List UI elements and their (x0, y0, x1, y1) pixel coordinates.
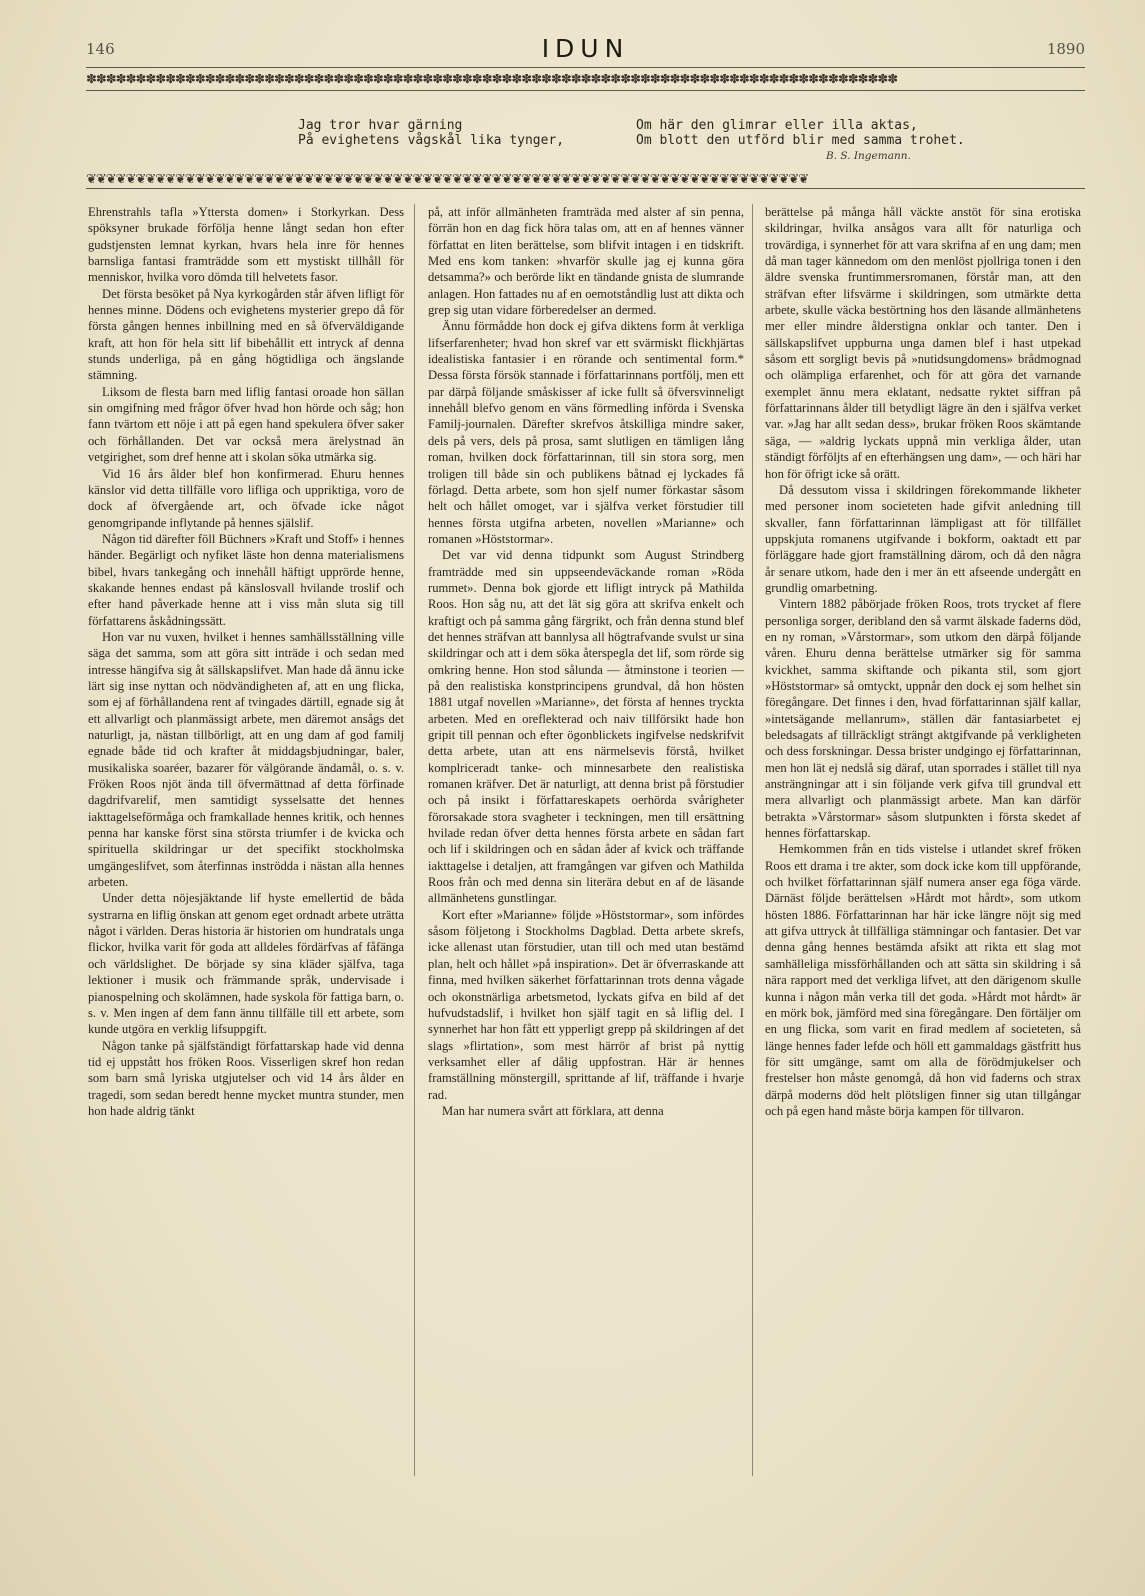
paragraph: Någon tid därefter föll Büchners »Kraft und Stoff» i hennes händer. Begärligt och nyfiket läste hon denna materialismens bibel, hvars tankegång och innehåll häftigt upprörde henne, skakande hennes endast på känslosvall hvilande troslif och efter hand påverkade henne att i viss mån sluta sig till författarens åskådningssätt. (88, 531, 404, 628)
motto-line: Om här den glimrar eller illa aktas, (636, 118, 918, 133)
ornament-border-top: ✽✽✽✽✽✽✽✽✽✽✽✽✽✽✽✽✽✽✽✽✽✽✽✽✽✽✽✽✽✽✽✽✽✽✽✽✽✽✽✽✽✽✽✽✽✽✽✽✽✽✽✽✽✽✽✽✽✽✽✽✽✽✽✽✽✽✽✽✽✽✽✽✽✽✽✽✽✽✽✽✽✽ (86, 74, 898, 86)
column-divider (752, 204, 753, 1476)
text-column-2 (428, 204, 744, 1494)
issue-year: 1890 (1046, 40, 1085, 58)
paragraph: på, att inför allmänheten framträda med alster af sin penna, förrän hon en dag fick höra talas om, att en af hennes vänner författat en liten berättelse, som blifvit intagen i en tidskrift. Med ens kom tanken: »hvarför skulle jag ej kunna göra detsamma?» och berörde likt en tändande gnista de slumrande anlagen. Hon fattades nu af en oemotståndlig lust att dikta och grep sig utan vidare förberedelser an dermed. (428, 205, 744, 318)
page-header (86, 34, 1085, 64)
paragraph: Ehrenstrahls tafla »Yttersta domen» i Storkyrkan. Dess spöksyner brukade förfölja henne långt sedan hon efter gudstjensten lemnat kyrkan, hvars hela inre för hennes barnsliga fantasi framträdde som ett mystiskt tillhåll för menniskor, hvilka voro dömda till helvetets fasor. (88, 205, 404, 285)
paragraph: Man har numera svårt att förklara, att denna (442, 1103, 664, 1118)
masthead-title: IDUN (541, 34, 630, 63)
paragraph: Hon var nu vuxen, hvilket i hennes samhällsställning ville säga det samma, som att göra sitt inträde i och sedan med intresse hängifva sig åt sällskapslifvet. Man hade då ännu icke lärt sig inse nyttan och nödvändigheten af, att en ung flicka, som ej af förhållandena rent af tvingades därtill, egnade sig åt ett allvarligt och planmässigt arbete, men däremot ansågs det naturligt, ja, nästan tillbörligt, att en ung dam af god familj egnade både tid och krafter åt middagsbjudningar, baler, musikaliska soaréer, bazarer för välgörande ändamål, o. s. v. Fröken Roos njöt ända till öfvermättnad af detta förfinade dagdrifvarelif, men samtidigt sysselsatte det hennes iakttagelseförmåga och framkallade hennes kritik, och hennes penna har kanske först sina största triumfer i de kvicka och spirituella skildringar ur det specifikt stockholmska umgängeslifvet, som återfinnas inströdda i nästan alla hennes arbeten. (88, 629, 404, 890)
paragraph: Det första besöket på Nya kyrkogården står äfven lifligt för hennes minne. Dödens och evighetens mysterier grepo då för första gången hennes inbillning med en så öfverväldigande kraft, att hon för hela sitt lif bibehållit ett intryck af denna stunds underliga, på en gång högtidliga och ängslande stämning. (88, 286, 404, 383)
motto-line: Om blott den utförd blir med samma trohet. (636, 133, 965, 148)
motto-left (298, 118, 628, 148)
motto-right (636, 118, 976, 148)
paragraph: Hemkommen från en tids vistelse i utlandet skref fröken Roos ett drama i tre akter, som dock icke kom till uppförande, och hvilket författarinnan själf numera anser ega föga värde. Därnäst följde berättelsen »Hårdt mot hårdt», som utkom hösten 1886. Författarinnan har här icke längre nöjt sig med att gifva uttryck åt tillfälliga stämningar och fantasier. Det var denna gång hennes bestämda afsikt att rikta ett slag mot samhälleliga missförhållanden och att sätta sin skildring i så nära rapport med det verkliga lifvet, att den därigenom skulle kunna i någon mån verka till det goda. »Hårdt mot hårdt» är en mörk bok, jämförd med sina föregångare. Den förtäljer om en ung flicka, som varit en firad medlem af societeten, så länge hennes fader lefde och höll ett gammaldags gästfritt hus för sitt umgänge, samt om alla de förödmjukelser och frestelser hon måste genomgå, då hon vid faderns och strax därpå moderns död helt plötsligen finner sig utan tillgångar och på egen hand måste börja kampen för tillvaron. (765, 842, 1081, 1118)
paragraph: Ännu förmådde hon dock ej gifva diktens form åt verkliga lifserfarenheter; hvad hon skref var ett svärmiskt flickhjärtas idealistiska fantasier i en rörande och sentimental form.* Dessa första försök stannade i författarinnans portfölj, men ett par därpå följande småskisser af icke fullt så öfversvinneligt innehåll blefvo genom en väns förmedling införda i Svenska Familj-journalen. Därefter skrefvos åtskilliga mindre saker, dels på vers, dels på prosa, samt slutligen en tämligen lång roman, hvilken dock författarinnan, till sin stora sorg, men troligen till både sin och publikens båtnad ej lyckades få förlagd. Detta arbete, som hon sjelf numer förkastar såsom helt och hållet omoget, var i själfva verket förstudier till hennes första utgifna arbeten, novellen »Marianne» och romanen »Höststormar». (428, 319, 744, 546)
ornament-border-bottom: ❦❦❦❦❦❦❦❦❦❦❦❦❦❦❦❦❦❦❦❦❦❦❦❦❦❦❦❦❦❦❦❦❦❦❦❦❦❦❦❦❦❦❦❦❦❦❦❦❦❦❦❦❦❦❦❦❦❦❦❦❦❦❦❦❦❦❦❦❦❦❦❦❦ (86, 174, 809, 186)
paragraph: Under detta nöjesjäktande lif hyste emellertid de båda systrarna en liflig önskan att genom eget ordnadt arbete uträtta något i världen. Deras historia är historien om hundratals unga flickor, hvilka varit för goda att alldeles fördärfvas af fåfänga och världslighet. De började sy sina kläder själfva, taga lektioner i musik och främmande språk, undervisade i pianospelning och skolämnen, hade syskola för fattiga barn, o. s. v. Men ingen af dem fann ännu tillfälle till ett arbete, som kunde utgöra en verklig lifsuppgift. (88, 891, 404, 1037)
header-rule (86, 67, 1085, 68)
paragraph: Det var vid denna tidpunkt som August Strindberg framträdde med sin uppseendeväckande roman »Röda rummet». Denna bok gjorde ett lifligt intryck på Mathilda Roos. Hon såg nu, att det lät sig göra att skrifva enkelt och kraftigt och på samma gång färgrikt, och från denna stund blef det hennes sträfvan att bannlysa all högtrafvande svulst ur sina skildringar och att i dem söka återspegla det lif, som rörde sig omkring henne. Hon stod sålunda — åtminstone i teorien — på den realistiska konstprincipens grundval, då hon hösten 1881 utgaf novellen »Marianne», det första af hennes tryckta arbeten. Med en oreflekterad och naiv tillförsikt hade hon gripit till pennan och efter ögonblickets ingifvelse nedskrifvit detta arbete, utan att ens närmelsevis förstå, hvilket komplriceradt tanke- och minnesarbete den realistiska romanen kräfver. Det är naturligt, att denna brist på förstudier och på insikt i författareskapets oerhörda svårigheter förorsakade stora svagheter i teckningen, men till ersättning hvilade redan öfver detta hennes första arbete en sådan fart och lif i skildringen och en sådan åder af kvick och träffande iakttagelse i detaljen, att framgången var gifven och Mathilda Roos från och med denna sin literära debut en af de läsande allmänhetens gunstlingar. (428, 548, 744, 906)
paragraph: berättelse på många håll väckte anstöt för sina erotiska skildringar, hvilka ansågos vara allt för naturliga och trovärdiga, i synnerhet för att vara skrifna af en ung dam; men då man tager kännedom om den menlöst pjollriga tonen i den äldre svenska fruntimmersromanen, förstår man, att den sträfvan efter lifsvärme i skildringen, som utmärkte detta arbete, skulle väcka bestörtning hos den läsande allmänhetens mer eller mindre ålderstigna onklar och tanter. Den i sällskapslifvet uppburna unga damen blef i hast utpekad såsom ett sorgligt bevis på »nutidsungdomens» brådmognad och olämpliga erfarenhet, och för att göra det varnande exemplet ännu mera eklatant, nedsatte ryktet siffran på författarinnans ålder till betydligt lägre än den i själfva verket var. »Jag har allt sedan dess», brukar fröken Roos skämtande säga, — »aldrig lyckats uppnå min verkliga ålder, utan ständigt förföljts af en efterhängsen ung dam», — och häri har hon för öfrigt icke så orätt. (765, 205, 1081, 481)
page-number: 146 (86, 40, 115, 58)
motto-line: Jag tror hvar gärning (298, 118, 463, 133)
paragraph: Vid 16 års ålder blef hon konfirmerad. Ehuru hennes känslor vid detta tillfälle voro lifliga och uppriktiga, voro de dock af öfvergående art, och öfvade icke något genomgripande inflytande på hennes själslif. (88, 466, 404, 530)
paragraph: Någon tanke på själfständigt författarskap hade vid denna tid ej uppstått hos fröken Roos. Visserligen skref hon redan som barn små lyriska utgjutelser och vid 14 års ålder en tragedi, som sedan beredt henne mycket muntra stunder, men hon hade aldrig tänkt (88, 1038, 404, 1118)
paragraph: Kort efter »Marianne» följde »Höststormar», som infördes såsom följetong i Stockholms Dagblad. Detta arbete skrefs, icke allenast utan förstudier, utan till och med utan bestämd plan, helt och hållet »på inspiration». Det är öfverraskande att finna, med hvilken säkerhet författarinnan trots denna vågade och okonstnärliga arbetsmetod, lyckats gifva en bild af det hufvudstadslif, i hvilket hon själf tagit en så liflig del. I synnerhet har hon fått ett ypperligt grepp på skildringen af det slags »flirtation», som mest härrör af brist på nyttig verksamhet eller af dålig uppfostran. Här är hennes framställning mönstergill, sprittande af lif, träffande i hvarje rad. (428, 907, 744, 1102)
paragraph: Liksom de flesta barn med liflig fantasi oroade hon sällan sin omgifning med frågor öfver hvad hon hörde och såg; hon fann tvärtom ett nöje i att på egen hand spekulera öfver saker och förhållanden. Det var också mera ärelystnad än vetgirighet, som dref henne att i skolan söka utmärka sig. (88, 384, 404, 465)
paragraph: Vintern 1882 påbörjade fröken Roos, trots trycket af flere personliga sorger, deribland den så varmt älskade faderns död, en ny roman, »Vårstormar», som utkom den därpå följande våren. Ehuru denna berättelse utmärker sig för samma kvickhet, samma skiftande och pikanta stil, som gjort »Höststormar» så omtyckt, uppnår den dock ej som helhet sin föregångare. Det finnes i den, hvad författarinnan själf kallar, »intetsägande mellanrum», ställen där fantasiarbetet ej beledsagats af tillräckligt strängt aktgifvande på verkligheten och dess forskningar. Dessa brister undgingo ej författarinnan, men hon lät ej nedslå sig däraf, utan sporrades i stället till nya ansträngningar att i sin följande verk gifva till grundval ett mera allvarligt och planmässigt arbete. Man kan därför betrakta »Vårstormar» såsom slutpunkten i första skedet af hennes författarskap. (765, 597, 1081, 841)
motto-attribution: B. S. Ingemann. (826, 150, 911, 162)
text-column-3 (765, 204, 1081, 1494)
ornament-rule-top (86, 90, 1085, 91)
ornament-rule-bottom (86, 188, 1085, 189)
text-column-1 (88, 204, 404, 1494)
column-divider (414, 204, 415, 1476)
paragraph: Då dessutom vissa i skildringen förekommande likheter med personer inom societeten hade gifvit anledning till skvaller, fann författarinnan lämpligast att för tillfället uppskjuta romanens utgifvande i bokform, oaktadt ett par förläggare hade gjort framställning därom, och då den några år senare utkom, hade den i mer än ett afseende undergått en grundlig omarbetning. (765, 482, 1081, 595)
motto-line: På evighetens vågskål lika tynger, (298, 133, 565, 148)
